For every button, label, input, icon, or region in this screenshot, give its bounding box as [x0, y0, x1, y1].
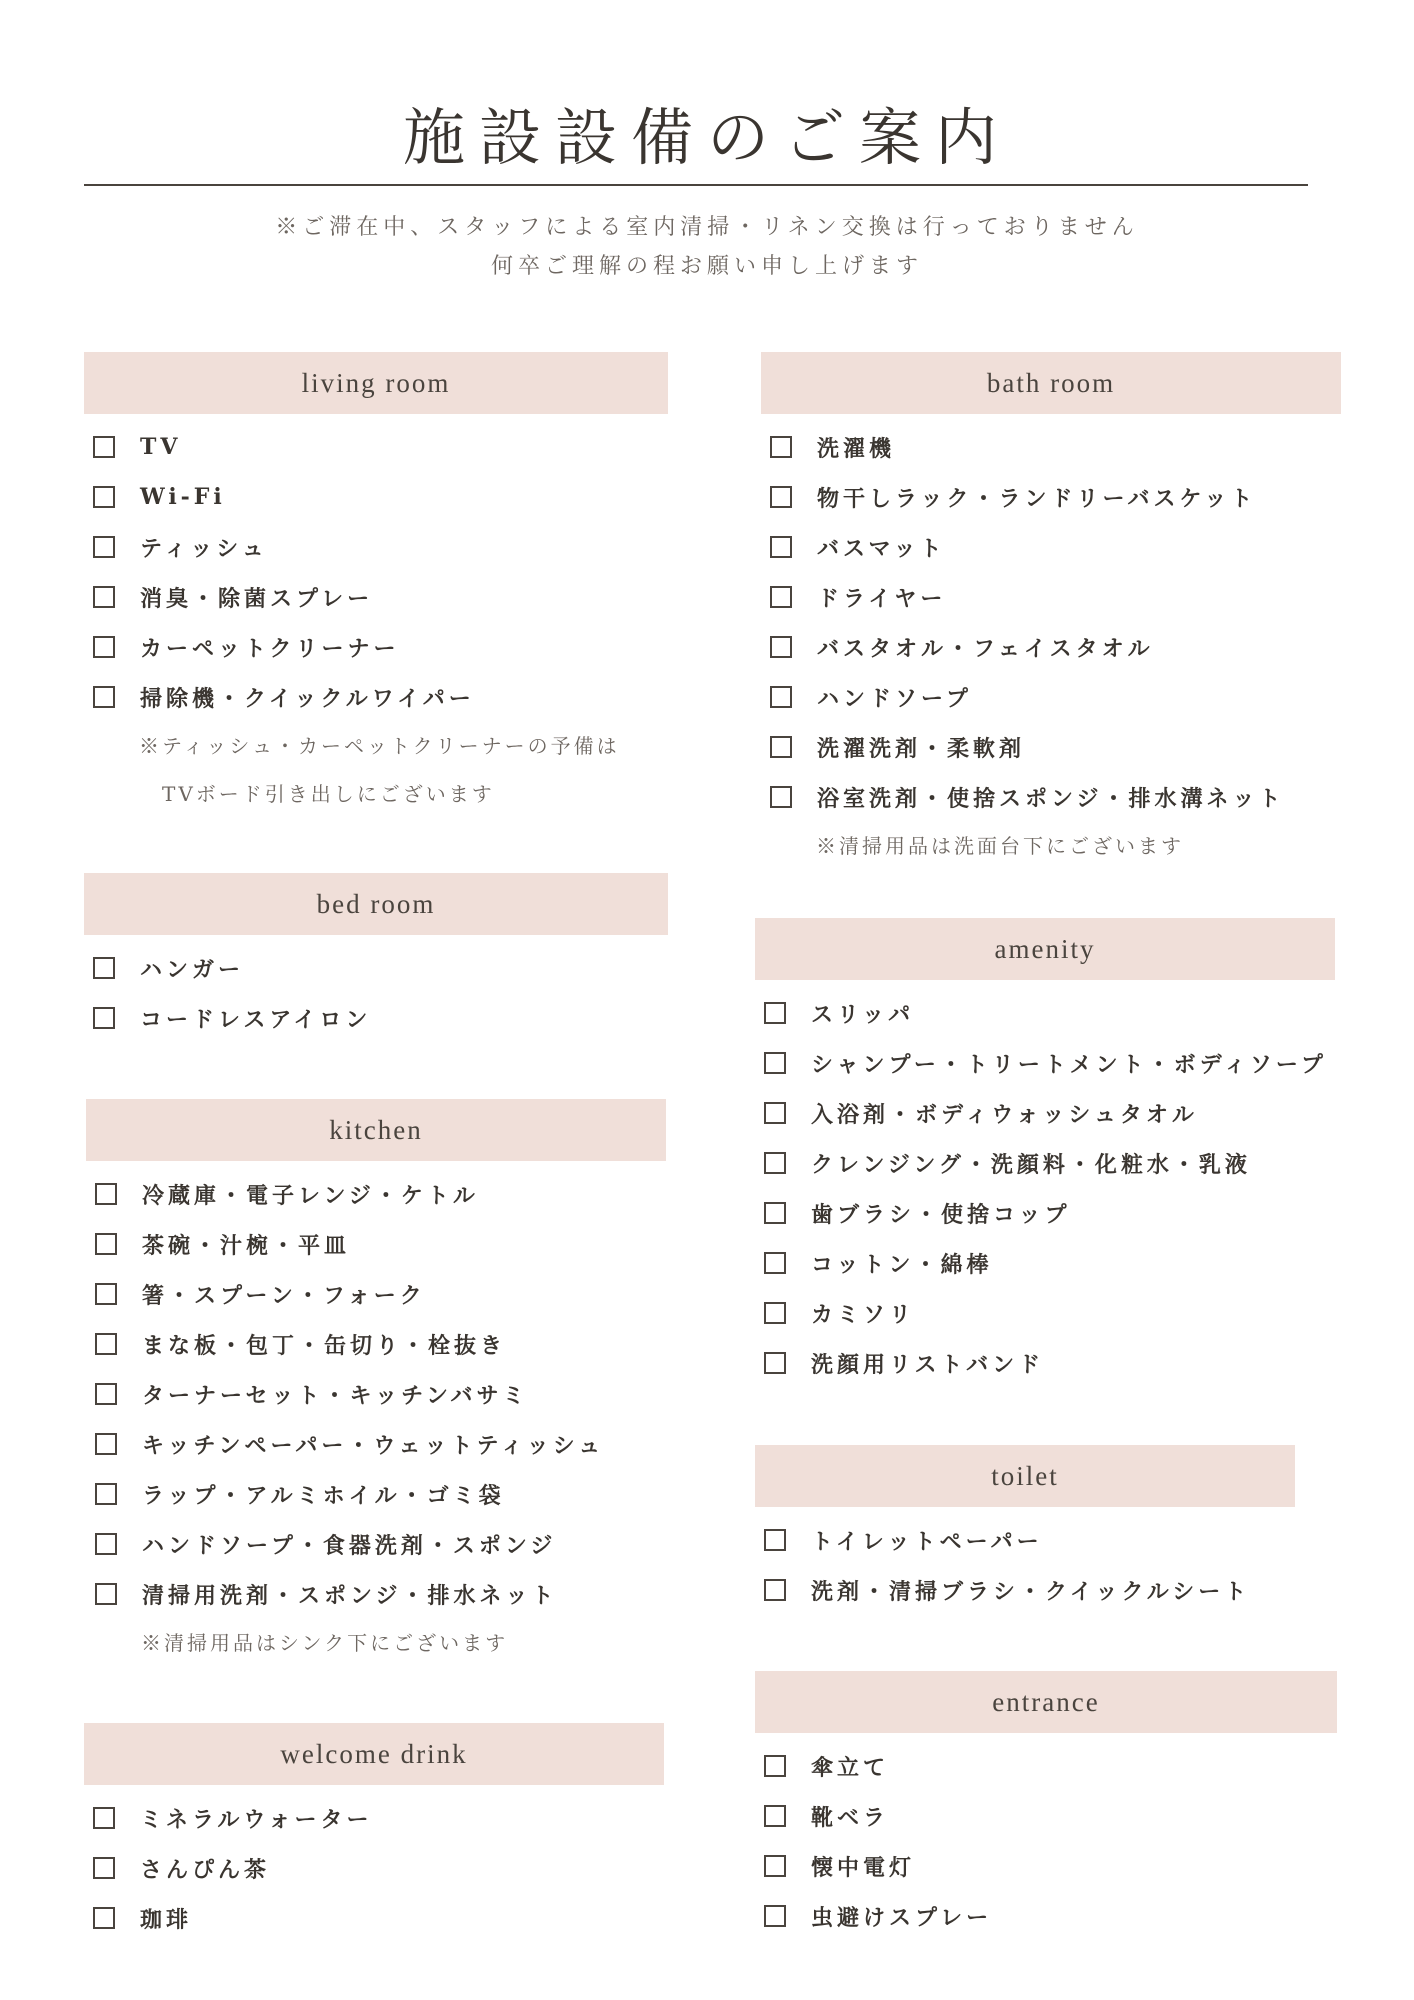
- checklist-item-label: 消臭・除菌スプレー: [140, 585, 374, 612]
- section-header: kitchen: [86, 1099, 666, 1161]
- checklist-item-label: 掃除機・クイックルワイパー: [140, 685, 475, 712]
- checklist-item[interactable]: [755, 1038, 1335, 1088]
- checklist-item[interactable]: [755, 988, 1335, 1038]
- notice-line-1: ※ご滞在中、スタッフによる室内清掃・リネン交換は行っておりません: [275, 215, 1139, 240]
- checklist-item-label: ハンドソープ・食器洗剤・スポンジ: [142, 1532, 557, 1559]
- checklist-item-label: 洗顔用リストバンド: [811, 1351, 1045, 1378]
- checklist-item-label: バスタオル・フェイスタオル: [817, 635, 1154, 662]
- checkbox-icon[interactable]: [764, 1052, 786, 1074]
- page-title: 施設設備のご案内: [402, 101, 1011, 174]
- checklist-item[interactable]: [761, 772, 1341, 822]
- checkbox-icon[interactable]: [770, 486, 792, 508]
- checklist-item[interactable]: [755, 1138, 1335, 1188]
- checkbox-icon[interactable]: [764, 1579, 786, 1601]
- checkbox-icon[interactable]: [95, 1383, 117, 1405]
- checkbox-icon[interactable]: [764, 1755, 786, 1777]
- checklist-item-label: さんぴん茶: [140, 1856, 271, 1883]
- title-divider: [84, 184, 1308, 186]
- checklist-item-label: 入浴剤・ボディウォッシュタオル: [811, 1101, 1198, 1128]
- checklist-item-label: ハンドソープ: [817, 685, 972, 712]
- checkbox-icon[interactable]: [764, 1152, 786, 1174]
- checklist-item-label: スリッパ: [811, 1001, 915, 1028]
- checklist: [755, 988, 1335, 1388]
- checklist-item-label: 歯ブラシ・使捨コップ: [811, 1201, 1071, 1228]
- checklist-item-label: キッチンペーパー・ウェットティッシュ: [142, 1432, 605, 1459]
- checklist: [761, 422, 1341, 822]
- checklist-item[interactable]: [86, 1369, 666, 1419]
- checkbox-icon[interactable]: [764, 1202, 786, 1224]
- checklist: [84, 422, 668, 722]
- checklist-item[interactable]: [755, 1238, 1335, 1288]
- section-header: entrance: [755, 1671, 1337, 1733]
- section-amenity: [755, 918, 1335, 1388]
- checklist-item[interactable]: [755, 1515, 1295, 1565]
- checklist-item[interactable]: [84, 572, 668, 622]
- section-note: ※清掃用品はシンク下にございます: [141, 1631, 509, 1655]
- checkbox-icon[interactable]: [764, 1002, 786, 1024]
- section-kitchen: [86, 1099, 666, 1667]
- checklist-item[interactable]: [755, 1741, 1337, 1791]
- section-bed-room: [84, 873, 668, 1043]
- checklist-item[interactable]: [84, 1893, 664, 1943]
- checklist-item[interactable]: [86, 1419, 666, 1469]
- checkbox-icon[interactable]: [93, 1807, 115, 1829]
- section-entrance: [755, 1671, 1337, 1941]
- checkbox-icon[interactable]: [93, 586, 115, 608]
- section-living-room: [84, 352, 668, 818]
- section-welcome-drink: [84, 1723, 664, 1943]
- checklist-item-label: 傘立て: [811, 1754, 890, 1781]
- checkbox-icon[interactable]: [95, 1533, 117, 1555]
- checklist-item[interactable]: [86, 1319, 666, 1369]
- checklist-item-label: 虫避けスプレー: [811, 1904, 993, 1931]
- checklist-item-label: ターナーセット・キッチンバサミ: [142, 1382, 529, 1409]
- section-header: living room: [84, 352, 668, 414]
- checkbox-icon[interactable]: [770, 536, 792, 558]
- checklist-item[interactable]: [761, 722, 1341, 772]
- checklist-item[interactable]: [86, 1469, 666, 1519]
- checklist-item[interactable]: [755, 1565, 1295, 1615]
- checkbox-icon[interactable]: [93, 686, 115, 708]
- section-toilet: [755, 1445, 1295, 1615]
- checklist-item[interactable]: [755, 1288, 1335, 1338]
- checklist-item-label: Wi-Fi: [140, 484, 226, 510]
- checklist-item[interactable]: [761, 472, 1341, 522]
- checklist-item[interactable]: [755, 1088, 1335, 1138]
- section-note: TVボード引き出しにございます: [162, 782, 495, 806]
- checklist-item-label: コットン・綿棒: [811, 1251, 993, 1278]
- checkbox-icon[interactable]: [93, 1907, 115, 1929]
- checklist-item-label: 懐中電灯: [811, 1854, 916, 1881]
- checklist-item[interactable]: [755, 1791, 1337, 1841]
- section-bath-room: [761, 352, 1341, 870]
- checklist-item-label: まな板・包丁・缶切り・栓抜き: [142, 1332, 507, 1359]
- checkbox-icon[interactable]: [764, 1905, 786, 1927]
- checklist-item-label: TV: [140, 434, 182, 460]
- checkbox-icon[interactable]: [93, 636, 115, 658]
- checklist-item[interactable]: [761, 672, 1341, 722]
- checklist: [84, 1793, 664, 1943]
- checklist-item-label: クレンジング・洗顔料・化粧水・乳液: [811, 1151, 1251, 1178]
- checklist-item-label: ティッシュ: [140, 535, 268, 562]
- checklist: [84, 943, 668, 1043]
- checklist: [755, 1515, 1295, 1615]
- checklist-item-label: 洗濯機: [817, 435, 896, 462]
- section-header: bed room: [84, 873, 668, 935]
- checklist-item[interactable]: [755, 1841, 1337, 1891]
- checkbox-icon[interactable]: [93, 436, 115, 458]
- checkbox-icon[interactable]: [93, 536, 115, 558]
- checkbox-icon[interactable]: [764, 1529, 786, 1551]
- checklist-item-label: 珈琲: [140, 1906, 193, 1933]
- checklist-item[interactable]: [84, 422, 668, 472]
- checkbox-icon[interactable]: [95, 1183, 117, 1205]
- checkbox-icon[interactable]: [95, 1283, 117, 1305]
- checkbox-icon[interactable]: [764, 1302, 786, 1324]
- checklist-item[interactable]: [761, 572, 1341, 622]
- checklist-item[interactable]: [755, 1338, 1335, 1388]
- checklist-item-label: カミソリ: [811, 1301, 916, 1328]
- checkbox-icon[interactable]: [764, 1352, 786, 1374]
- checklist-item-label: トイレットペーパー: [811, 1528, 1043, 1555]
- checkbox-icon[interactable]: [770, 786, 792, 808]
- checkbox-icon[interactable]: [764, 1855, 786, 1877]
- checkbox-icon[interactable]: [93, 1007, 115, 1029]
- checkbox-icon[interactable]: [93, 957, 115, 979]
- checklist-item-label: ラップ・アルミホイル・ゴミ袋: [142, 1482, 505, 1509]
- checkbox-icon[interactable]: [95, 1433, 117, 1455]
- checklist-item[interactable]: [761, 422, 1341, 472]
- checkbox-icon[interactable]: [93, 1857, 115, 1879]
- checkbox-icon[interactable]: [770, 586, 792, 608]
- checklist-item-label: 冷蔵庫・電子レンジ・ケトル: [142, 1182, 479, 1209]
- checklist-item[interactable]: [86, 1269, 666, 1319]
- checklist-item-label: コードレスアイロン: [140, 1006, 372, 1033]
- checklist-item[interactable]: [84, 622, 668, 672]
- checklist-item[interactable]: [84, 522, 668, 572]
- checklist-item-label: 洗濯洗剤・柔軟剤: [817, 735, 1026, 762]
- checklist-item-label: ドライヤー: [817, 585, 947, 612]
- checkbox-icon[interactable]: [764, 1102, 786, 1124]
- section-note: ※清掃用品は洗面台下にございます: [816, 834, 1184, 858]
- checklist-item[interactable]: [86, 1219, 666, 1269]
- checklist-item-label: シャンプー・トリートメント・ボディソープ: [811, 1051, 1327, 1078]
- checklist-item-label: 箸・スプーン・フォーク: [142, 1282, 426, 1309]
- checkbox-icon[interactable]: [770, 436, 792, 458]
- section-header: bath room: [761, 352, 1341, 414]
- checklist-item[interactable]: [84, 1843, 664, 1893]
- checklist-item[interactable]: [761, 622, 1341, 672]
- section-header: amenity: [755, 918, 1335, 980]
- section-note: ※ティッシュ・カーペットクリーナーの予備は: [139, 734, 620, 758]
- checklist-item[interactable]: [84, 1793, 664, 1843]
- checkbox-icon[interactable]: [770, 636, 792, 658]
- checklist: [86, 1169, 666, 1619]
- checklist-item-label: カーペットクリーナー: [140, 635, 400, 662]
- checkbox-icon[interactable]: [95, 1333, 117, 1355]
- section-header: welcome drink: [84, 1723, 664, 1785]
- checklist: [755, 1741, 1337, 1941]
- checkbox-icon[interactable]: [764, 1805, 786, 1827]
- checkbox-icon[interactable]: [764, 1252, 786, 1274]
- checklist-item-label: 茶碗・汁椀・平皿: [142, 1232, 351, 1259]
- checklist-item-label: 浴室洗剤・使捨スポンジ・排水溝ネット: [817, 785, 1285, 812]
- checklist-item-label: バスマット: [817, 535, 946, 562]
- checkbox-icon[interactable]: [770, 686, 792, 708]
- checklist-item[interactable]: [84, 672, 668, 722]
- checklist-item-label: ハンガー: [140, 956, 245, 983]
- checkbox-icon[interactable]: [95, 1483, 117, 1505]
- checklist-item-label: 靴ベラ: [811, 1804, 890, 1831]
- notice-line-2: 何卒ご理解の程お願い申し上げます: [490, 254, 923, 279]
- checkbox-icon[interactable]: [95, 1233, 117, 1255]
- checklist-item[interactable]: [84, 943, 668, 993]
- checklist-item[interactable]: [755, 1891, 1337, 1941]
- checkbox-icon[interactable]: [93, 486, 115, 508]
- checklist-item[interactable]: [761, 522, 1341, 572]
- checkbox-icon[interactable]: [95, 1583, 117, 1605]
- checklist-item[interactable]: [84, 472, 668, 522]
- checklist-item-label: 洗剤・清掃ブラシ・クイックルシート: [811, 1578, 1251, 1605]
- checklist-item-label: ミネラルウォーター: [140, 1806, 373, 1833]
- checklist-item-label: 物干しラック・ランドリーバスケット: [817, 485, 1257, 512]
- checklist-item-label: 清掃用洗剤・スポンジ・排水ネット: [142, 1582, 558, 1609]
- checklist-item[interactable]: [755, 1188, 1335, 1238]
- checkbox-icon[interactable]: [770, 736, 792, 758]
- checklist-item[interactable]: [86, 1169, 666, 1219]
- checklist-item[interactable]: [84, 993, 668, 1043]
- checklist-item[interactable]: [86, 1569, 666, 1619]
- checklist-item[interactable]: [86, 1519, 666, 1569]
- section-header: toilet: [755, 1445, 1295, 1507]
